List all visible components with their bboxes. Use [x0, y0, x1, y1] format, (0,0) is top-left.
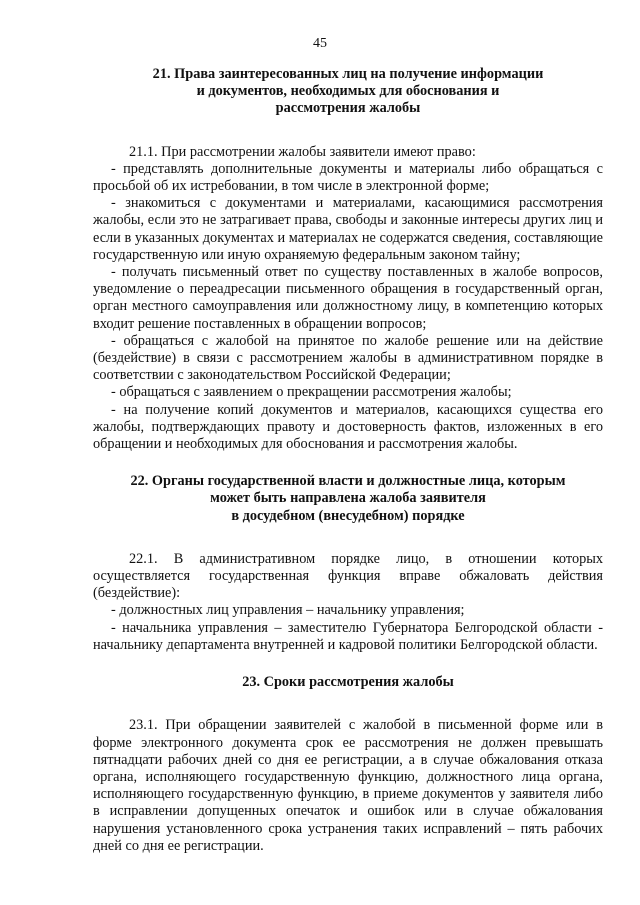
heading-line: 22. Органы государственной власти и должностные лица, которым [130, 473, 566, 490]
section-23-intro: 23.1. При обращении заявителей с жалобой в письменной форме или в форме электронного документа срок ее рассмотрения не должен превышать пятнадцати рабочих дней со дня ее регистрации, а в случае обжалования отказа органа, исполняющего государственную функцию, должностного лица органа, исполняющего государственную функцию, в приеме документов у заявителя либо в исправлении допущенных опечаток и ошибок или в случае обжалования нарушения установленного срока устранения таких исправлений – пять рабочих дней со дня ее регистрации. [93, 717, 603, 854]
section-21-heading [93, 66, 603, 118]
heading-line: в досудебном (внесудебном) порядке [231, 507, 465, 524]
section-21-item: - получать письменный ответ по существу поставленных в жалобе вопросов, уведомление о переадресации письменного обращения в государственный орган, орган местного самоуправления или должностному лицу, в компетенцию которых входит решение поставленных в обращении вопросов; [93, 264, 603, 332]
heading-line: 23. Сроки рассмотрения жалобы [242, 674, 454, 691]
section-21-intro: 21.1. При рассмотрении жалобы заявители имеют право: [129, 143, 476, 160]
heading-line: рассмотрения жалобы [275, 100, 421, 117]
section-22-item: - начальника управления – заместителю Губернатора Белгородской области - начальнику департамента внутренней и кадровой политики Белгородской области. [93, 619, 603, 653]
section-22-heading [93, 473, 603, 525]
section-22-intro: 22.1. В административном порядке лицо, в отношении которых осуществляется государственная функция вправе обжаловать действия (бездействие): [93, 550, 603, 602]
section-23-heading [93, 674, 603, 691]
heading-line: и документов, необходимых для обоснования и [196, 83, 500, 100]
heading-line: может быть направлена жалоба заявителя [210, 490, 486, 507]
section-22-item: - должностных лиц управления – начальнику управления; [111, 602, 465, 619]
document-body [93, 66, 603, 855]
section-21-item: - обращаться с жалобой на принятое по жалобе решение или на действие (бездействие) в связи с рассмотрением жалобы в административном порядке в соответствии с законодательством Российской Федерации; [93, 332, 603, 384]
heading-line: 21. Права заинтересованных лиц на получение информации [152, 66, 544, 82]
section-21-item: - знакомиться с документами и материалами, касающимися рассмотрения жалобы, если это не затрагивает права, свободы и законные интересы других лиц и если в указанных документах и материалах не содержатся сведения, составляющие государственную или иную охраняемую федеральным законом тайну; [93, 195, 603, 263]
page-number: 45 [313, 36, 327, 51]
section-21-item: - обращаться с заявлением о прекращении рассмотрения жалобы; [111, 384, 512, 401]
section-21-item: - представлять дополнительные документы и материалы либо обращаться с просьбой об их истребовании, в том числе в электронной форме; [93, 160, 603, 195]
section-21-item: - на получение копий документов и материалов, касающихся существа его жалобы, подтверждающих правоту и достоверность фактов, изложенных в его обращении и необходимых для обоснования и рассмотрения жалобы. [93, 401, 603, 453]
